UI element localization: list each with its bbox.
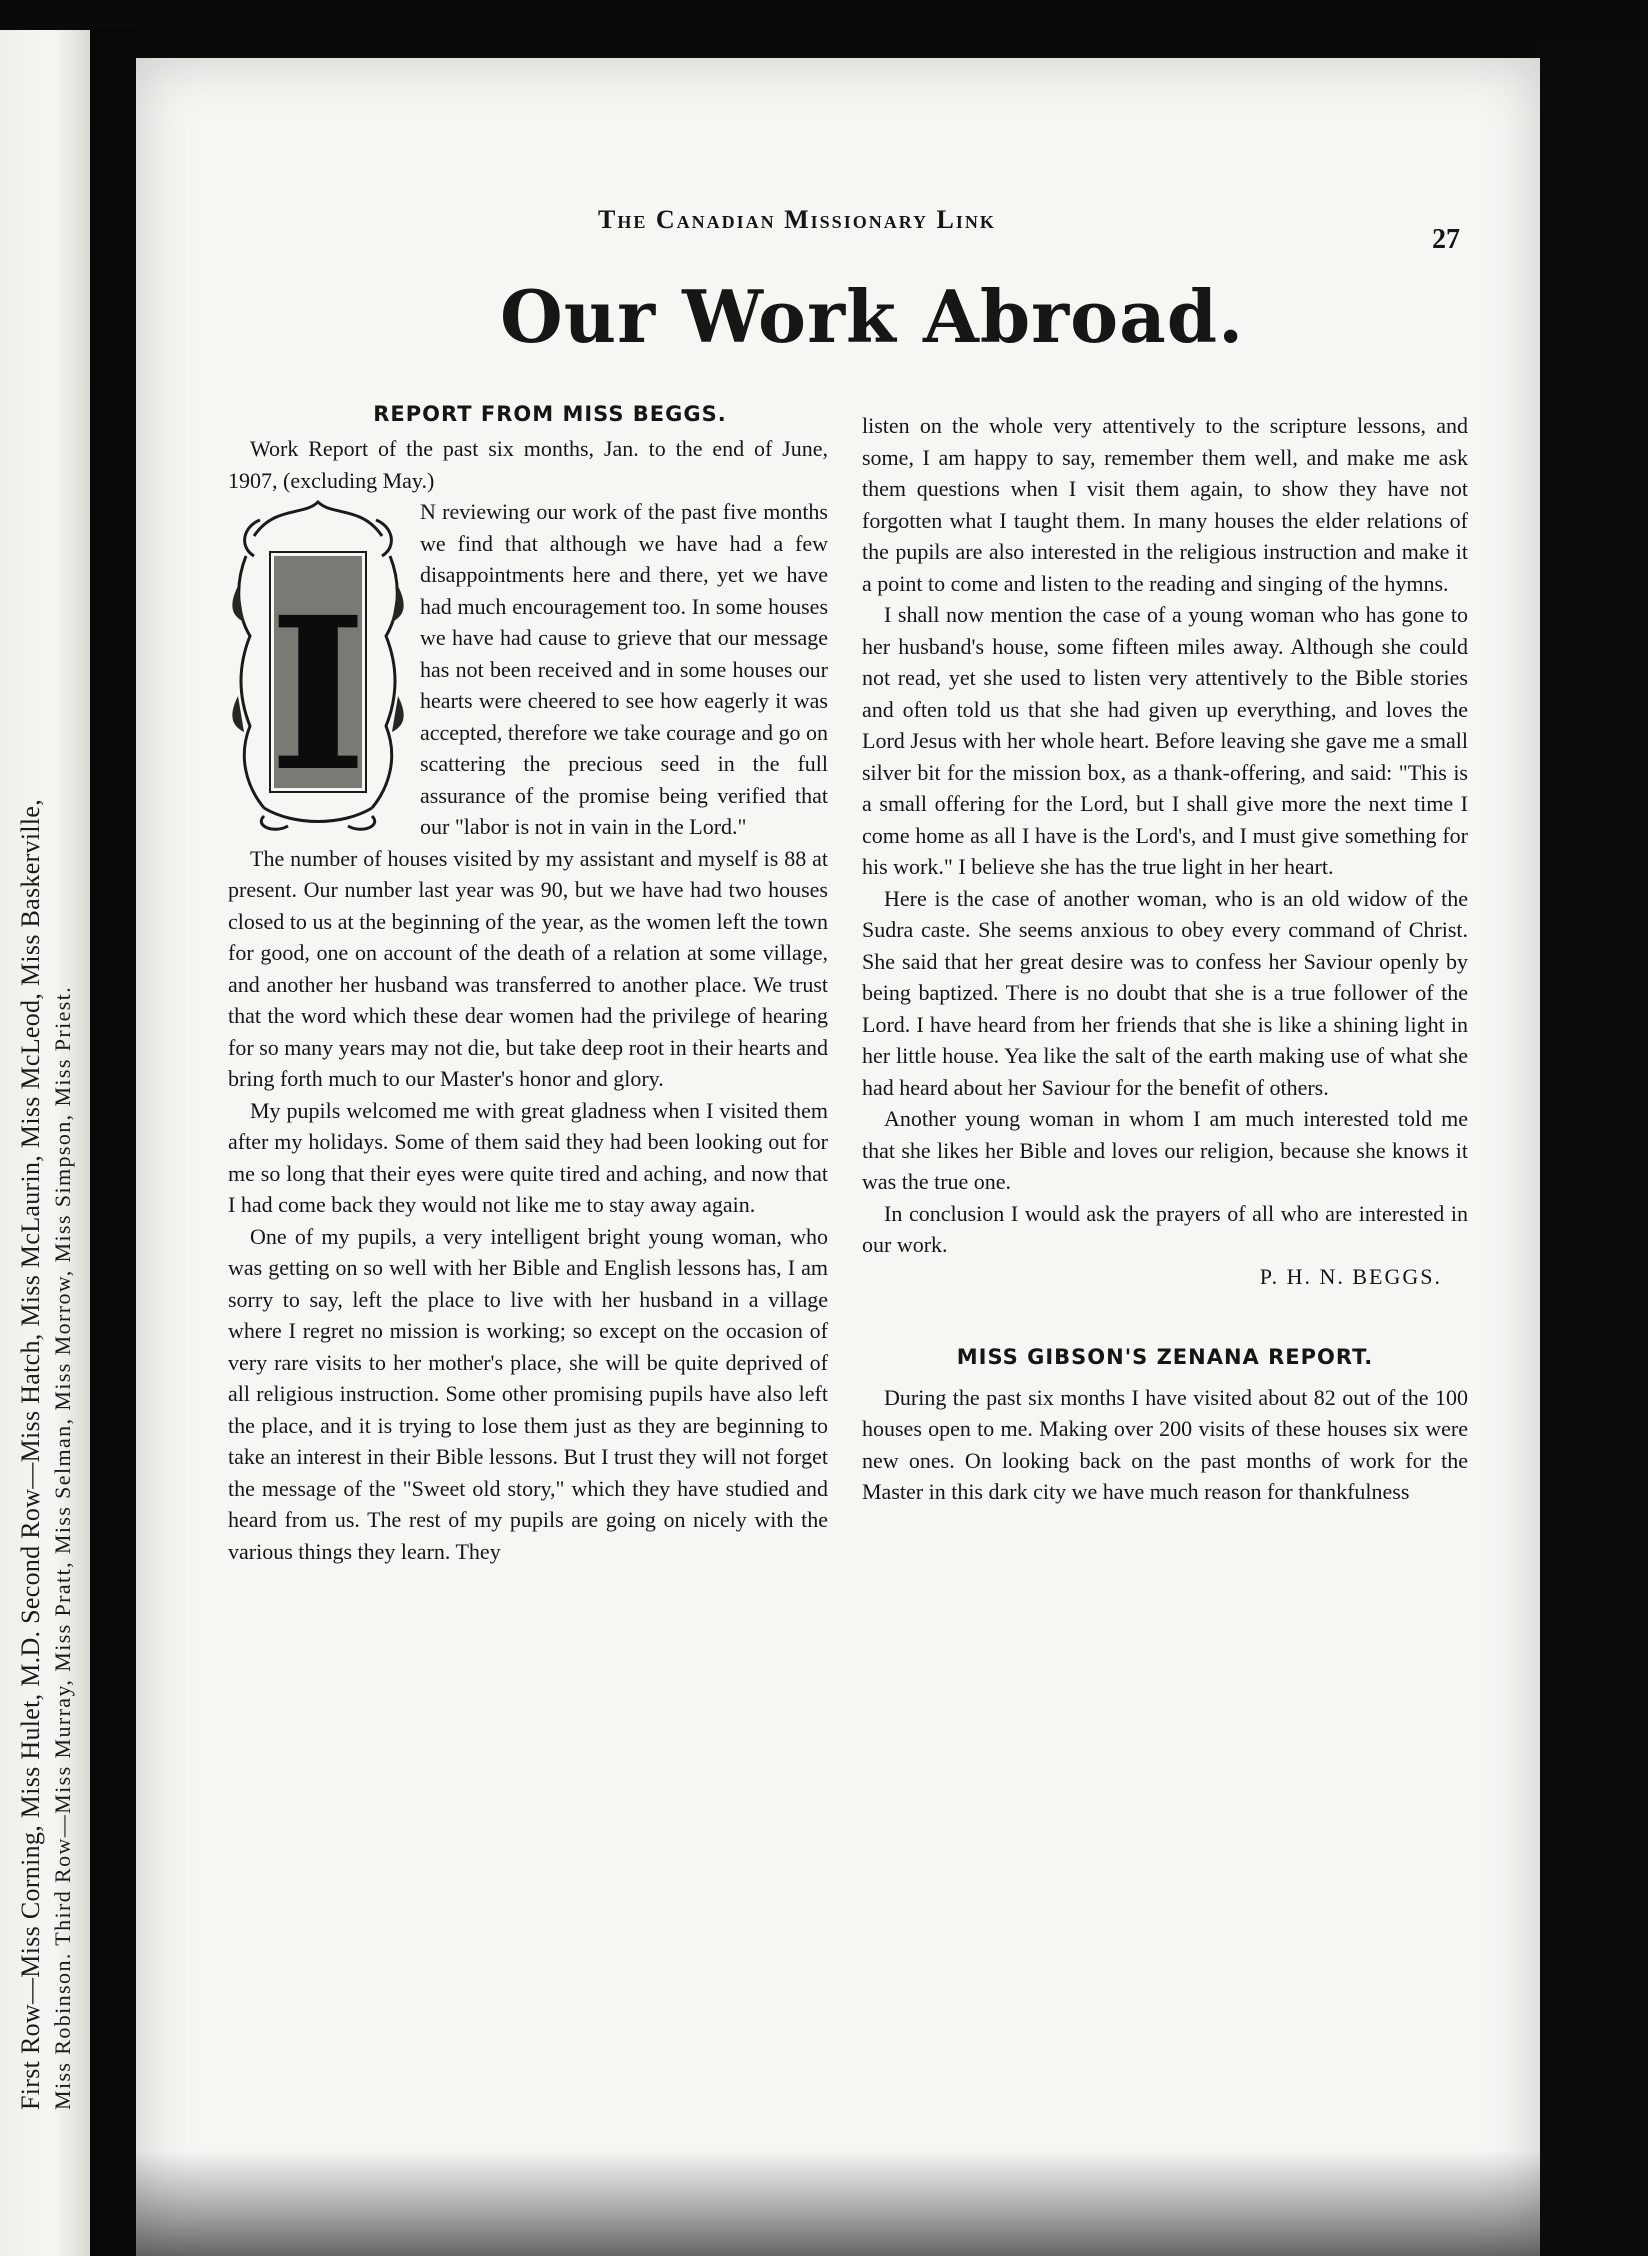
paragraph-8: Another young woman in whom I am much interested told me that she likes her Bible and loves our religion, because she knows it was the true one.	[862, 1106, 1468, 1194]
scan-shadow-bottom	[136, 2150, 1540, 2256]
paragraph-7: Here is the case of another woman, who is an old widow of the Sudra caste. She seems anxious to obey every command of Christ. She said that her great desire was to confess her Saviour openly by being baptized. There is no doubt that she is a true follower of the Lord. I have heard from her friends that she is like a shining light in her little house. Yea like the salt of the earth making use of what she had heard about her Saviour for the benefit of others.	[862, 885, 1468, 1100]
paragraph-2: The number of houses visited by my assistant and myself is 88 at present. Our number last year was 90, but we have had two houses closed to us at the beginning of the year, as the women left the town for good, one on account of the death of a relation at some village, and another her husband was transferred to another place. We trust that the word which these dear women had the privilege of hearing for so many years may not die, but take deep root in their hearts and bring forth much to our Master's honor and glory.	[228, 845, 828, 1091]
page-title: Our Work Abroad.	[500, 274, 1245, 359]
drop-cap-letter: I	[268, 571, 368, 818]
photo-caption-line-1: First Row—Miss Corning, Miss Hulet, M.D. Second Row—Miss Hatch, Miss McLaurin, Miss McLeod, Miss Baskerville,	[16, 798, 45, 2110]
photo-caption-line-2: Miss Robinson. Third Row—Miss Murray, Miss Pratt, Miss Selman, Miss Morrow, Miss Simpson, Miss Priest.	[50, 985, 75, 2110]
paragraph-1: N reviewing our work of the past five months we find that although we have had a few disappointments here and there, yet we have had much encouragement too. In some houses we have had cause to grieve that our message has not been received and in some houses our hearts were cheered to see how eagerly it was accepted, therefore we take courage and go on scattering the precious seed in the full assurance of the promise being verified that our "labor is not in vain in the Lord."	[420, 499, 828, 839]
scan-border-right	[1540, 40, 1648, 2256]
section-heading-beggs: REPORT FROM MISS BEGGS.	[373, 402, 727, 426]
column-right	[862, 410, 1468, 1508]
running-title: The Canadian Missionary Link	[598, 205, 996, 234]
signature: P. H. N. BEGGS.	[1259, 1263, 1442, 1289]
scan-gutter	[90, 30, 136, 2256]
page-number: 27	[1432, 224, 1460, 255]
column-left	[228, 433, 828, 1567]
report-intro: Work Report of the past six months, Jan. to the end of June, 1907, (excluding May.)	[228, 436, 828, 493]
ornamental-drop-cap	[224, 496, 412, 836]
paragraph-6: I shall now mention the case of a young woman who has gone to her husband's house, some fifteen miles away. Although she could not read, yet she used to listen very attentively to the Bible stories and often told us that she had given up everything, and loves the Lord Jesus with her whole heart. Before leaving she gave me a small silver bit for the mission box, as a thank-offering, and said: "This is a small offering for the Lord, but I shall give more the next time I come home as all I have is the Lord's, and I must give something for his work." I believe she has the true light in her heart.	[862, 602, 1468, 879]
drop-cap-ornament-icon	[224, 496, 412, 836]
paragraph-gibson-1: During the past six months I have visited about 82 out of the 100 houses open to me. Making over 200 visits of these houses six were new ones. On looking back on the past months of work for the Master in this dark city we have much reason for thankfulness	[862, 1384, 1468, 1504]
paragraph-3: My pupils welcomed me with great gladness when I visited them after my holidays. Some of them said they had been looking out for me so long that their eyes were quite tired and aching, and now that I had come back they would not like me to stay away again.	[228, 1097, 828, 1217]
paragraph-9: In conclusion I would ask the prayers of all who are interested in our work.	[862, 1200, 1468, 1257]
scan-border-top	[0, 0, 1648, 58]
paragraph-5: listen on the whole very attentively to the scripture lessons, and some, I am happy to say, remember them well, and make me ask them questions when I visit them again, to show they have not forgotten what I taught them. In many houses the elder relations of the pupils are also interested in the religious instruction and make it a point to come and listen to the reading and singing of the hymns.	[862, 413, 1468, 596]
photo-caption	[14, 360, 78, 2110]
paragraph-4: One of my pupils, a very intelligent bright young woman, who was getting on so well with her Bible and English lessons has, I am sorry to say, left the place to live with her husband in a village where I regret no mission is working; so except on the occasion of very rare visits to her mother's place, she will be quite deprived of all religious instruction. Some other promising pupils have also left the place, and it is trying to lose them just as they are beginning to take an interest in their Bible lessons. But I trust they will not forget the message of the "Sweet old story," which they have studied and heard from us. The rest of my pupils are going on nicely with the various things they learn. They	[228, 1223, 828, 1564]
section-heading-gibson: MISS GIBSON'S ZENANA REPORT.	[956, 1345, 1374, 1369]
